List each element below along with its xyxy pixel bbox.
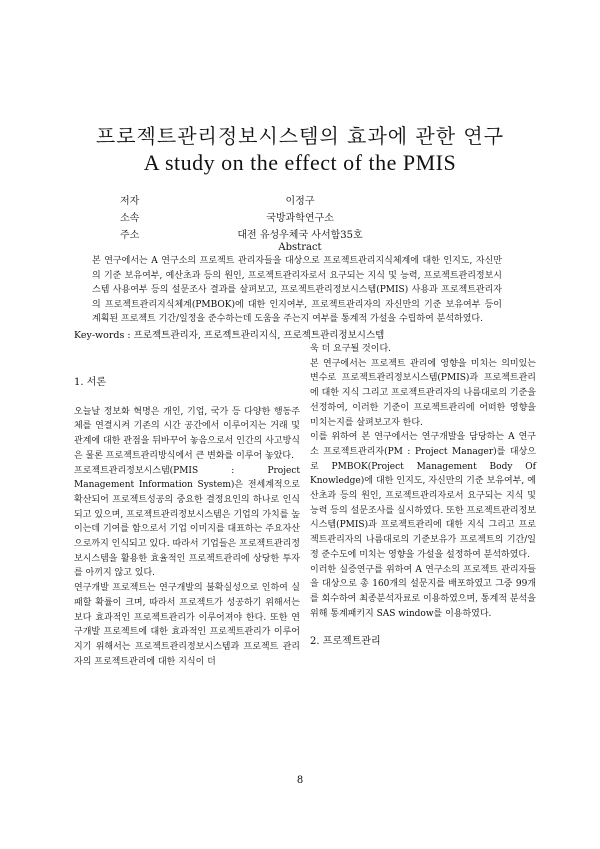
- author-value: 이정구: [285, 196, 315, 207]
- paragraph: 오늘날 정보화 혁명은 개인, 기업, 국가 등 다양한 행동주체를 연결시켜 기존의 시간 공간에서 이루어지는 거래 및 관계에 대한 관점을 뒤바꾸어 놓음으로서 인간의 사고방식은 물론 프로젝트관리방식에서 큰 변화를 이루어 놓았다.: [74, 406, 300, 461]
- paragraph: 이러한 실증연구를 위하여 A 연구소의 프로젝트 관리자들을 대상으로 총 160개의 설문지를 배포하였고 그중 99개를 회수하여 최종분석자료로 이용하였으며, 통계적 분석을 위해 통계패키지 SAS window를 이용하였다.: [310, 564, 536, 619]
- right-column: [310, 342, 536, 650]
- keywords: Key-words : 프로젝트관리자, 프로젝트관리지식, 프로젝트관리정보시스템: [74, 330, 385, 341]
- address-value: 대전 유성우체국 사서함35호: [237, 230, 363, 241]
- abstract-body: 본 연구에서는 A 연구소의 프로젝트 관리자들을 대상으로 프로젝트관리지식체계에 대한 인지도, 자신만의 기준 보유여부, 예산초과 등의 원인, 프로젝트관리자로서 요구되는 지식 및 능력, 프로젝트관리정보시스템 사용여부 등의 설문조사 결과를 살펴보고, 프로젝트관리정보시스템(PMIS) 사용과 프로젝트관리자의 프로젝트관리지식체계(PMBOK)에 대한 인지여부, 프로젝트관리자의 자신만의 기준 보유여부 등이 계획된 프로젝트 기간/일정을 준수하는데 도움을 주는지 여부를 통계적 가설을 수립하여 분석하였다.: [92, 256, 502, 324]
- page-number: 8: [296, 775, 304, 786]
- affiliation-label: 소속: [120, 213, 140, 224]
- affiliation-value: 국방과학연구소: [266, 213, 334, 224]
- section-2-heading: 2. 프로젝트관리: [310, 636, 381, 648]
- title-korean: 프로젝트관리정보시스템의 효과에 관한 연구: [95, 124, 505, 148]
- paragraph: 이를 위하여 본 연구에서는 연구개발을 담당하는 A 연구소 프로젝트관리자(PM : Project Manager)를 대상으로 PMBOK(Project Management Body Of Knowledge)에 대한 인지도, 자신만의 기준 보유여부, 예산초과 등의 원인, 프로젝트관리자로서 요구되는 지식 및 능력 등의 설문조사를 실시하였다. 또한 프로젝트관리정보시스템(PMIS)과 프로젝트관리에 대한 지식 그리고 프로젝트관리자의 나름대로의 기준보유가 프로젝트의 기간/일정 준수도에 미치는 영향을 가설을 설정하여 분석하였다.: [310, 432, 536, 560]
- paragraph: 본 연구에서는 프로젝트 관리에 영향을 미치는 의미있는 변수로 프로젝트관리정보시스템(PMIS)과 프로젝트관리에 대한 지식 그리고 프로젝트관리자의 나름대로의 기준을 선정하여, 이러한 기준이 프로젝트관리에 어떠한 영향을 미치는지를 살펴보고자 한다.: [310, 358, 536, 428]
- abstract-heading: Abstract: [278, 242, 322, 253]
- paragraph: 프로젝트관리정보시스템(PMIS : Project Management Information System)은 전세계적으로 확산되어 프로젝트성공의 중요한 결정요인의 하나로 인식되고 있으며, 프로젝트관리정보시스템은 기업의 가치를 높이는데 기여를 함으로서 기업 이미지를 대표하는 주요자산으로까지 인식되고 있다. 따라서 기업들은 프로젝트관리정보시스템을 활용한 효율적인 프로젝트관리에 상당한 투자를 아끼지 않고 있다.: [74, 465, 300, 579]
- author-label: 저자: [120, 196, 140, 207]
- paragraph: 연구개발 프로젝트는 연구개발의 불확실성으로 인하여 실패할 확률이 크며, 따라서 프로젝트가 성공하기 위해서는 보다 효과적인 프로젝트관리가 이루어져야 한다. 또한 연구개발 프로젝트에 대한 효과적인 프로젝트관리가 이루어지기 위해서는 프로젝트관리정보시스템과 프로젝트 관리자의 프로젝트관리에 대한 지식이 더: [74, 583, 300, 667]
- paragraph: 욱 더 요구될 것이다.: [310, 344, 391, 354]
- title-english: A study on the effect of the PMIS: [143, 150, 457, 175]
- section-1-heading: 1. 서론: [74, 377, 107, 388]
- left-column: [74, 376, 300, 669]
- address-label: 주소: [120, 230, 140, 241]
